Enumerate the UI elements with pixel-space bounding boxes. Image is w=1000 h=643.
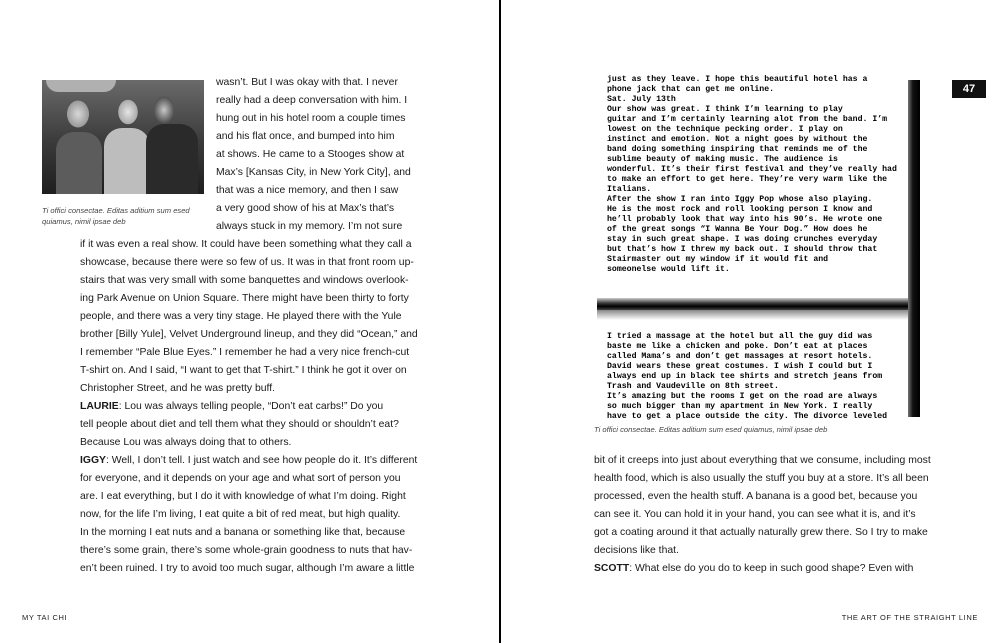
body-text-line: Christopher Street, and he was pretty buff. bbox=[80, 383, 276, 394]
band-photo bbox=[42, 80, 204, 194]
diary-line: instinct and emotion. Not a night goes by without the bbox=[607, 135, 868, 144]
diary-line: David wears these great costumes. I wish I could but I bbox=[607, 362, 873, 371]
diary-line: but that’s how I threw my back out. I should throw that bbox=[607, 245, 878, 254]
right-page bbox=[501, 0, 1000, 643]
diary-caption: Ti offici consectae. Editas aditium sum esed quiamus, nimil ipsae deb bbox=[594, 425, 828, 434]
diary-line: Stairmaster out my window if it would fit and bbox=[607, 255, 829, 264]
page-number: 47 bbox=[952, 80, 986, 98]
photo-figure bbox=[56, 132, 102, 194]
body-text-line: processed, even the health stuff. A banana is a good bet, because you bbox=[594, 491, 918, 502]
body-text-line: ing Park Avenue on Union Square. There might have been thirty to forty bbox=[80, 293, 409, 304]
diary-line: of the great songs “I Wanna Be Your Dog.” How does he bbox=[607, 225, 868, 234]
diary-line: Trash and Vaudeville on 8th street. bbox=[607, 382, 779, 391]
diary-line: stay in such great shape. I was doing crunches everyday bbox=[607, 235, 878, 244]
diary-line: wonderful. It’s their first festival and they’ve really had bbox=[607, 165, 897, 174]
body-text-line: a very good show of his at Max’s that’s bbox=[216, 203, 395, 214]
body-text-line: bit of it creeps into just about everything that we consume, including most bbox=[594, 455, 931, 466]
diary-line: lowest on the technique pecking order. I play on bbox=[607, 125, 843, 134]
diary-line: always end up in black tee shirts and stretch jeans from bbox=[607, 372, 883, 381]
diary-line: Italians. bbox=[607, 185, 652, 194]
diary-line: just as they leave. I hope this beautiful hotel has a bbox=[607, 75, 868, 84]
diary-line: Sat. July 13th bbox=[607, 95, 676, 104]
speaker-name: LAURIE bbox=[80, 401, 119, 412]
body-text-line: there’s some grain, there’s some whole-grain goodness to nuts that hav- bbox=[80, 545, 413, 556]
dialogue-line: SCOTT: What else do you do to keep in such good shape? Even with bbox=[594, 563, 914, 574]
body-text-line: en’t been ruined. I try to avoid too much sugar, although I’m aware a little bbox=[80, 563, 415, 574]
body-text-line: that was a nice memory, and then I saw bbox=[216, 185, 399, 196]
diary-line: band doing something inspiring that reminds me of the bbox=[607, 145, 868, 154]
diary-line: to make an effort to get here. They’re very warm like the bbox=[607, 175, 888, 184]
body-text-line: showcase, because there were so few of us. It was in that front room up- bbox=[80, 257, 414, 268]
chandelier-shape bbox=[46, 80, 116, 92]
left-page bbox=[0, 0, 499, 643]
body-text-line: at shows. He came to a Stooges show at bbox=[216, 149, 405, 160]
diary-line: called Mama’s and don’t get massages at resort hotels. bbox=[607, 352, 873, 361]
body-text-line: stairs that was very small with some banquettes and windows overlook- bbox=[80, 275, 409, 286]
running-footer: MY TAI CHI bbox=[22, 613, 68, 622]
body-text-line: I remember “Pale Blue Eyes.” I remember he had a very nice french-cut bbox=[80, 347, 410, 358]
photo-figure bbox=[104, 128, 150, 194]
body-text-line: always stuck in my memory. I’m not sure bbox=[216, 221, 403, 232]
body-text-line: decisions like that. bbox=[594, 545, 679, 556]
body-text-line: In the morning I eat nuts and a banana or something like that, because bbox=[80, 527, 406, 538]
diary-line: He is the most rock and roll looking person I know and bbox=[607, 205, 873, 214]
body-text-line: now, for the life I’m living, I eat quite a bit of red meat, but high quality. bbox=[80, 509, 401, 520]
body-text-line: hung out in his hotel room a couple times bbox=[216, 113, 406, 124]
body-text-line: can see it. You can hold it in your hand, you can see what it is, and it’s bbox=[594, 509, 916, 520]
body-text-line: brother [Billy Yule], Velvet Underground lineup, and they did “Ocean,” and bbox=[80, 329, 418, 340]
dialogue-line: LAURIE: Lou was always telling people, “Don’t eat carbs!” Do you bbox=[80, 401, 384, 412]
diary-line: phone jack that can get me online. bbox=[607, 85, 775, 94]
diary-line: sublime beauty of making music. The audience is bbox=[607, 155, 838, 164]
diary-line: I tried a massage at the hotel but all the guy did was bbox=[607, 332, 873, 341]
diary-line: After the show I ran into Iggy Pop whose also playing. bbox=[607, 195, 873, 204]
diary-line: It’s amazing but the rooms I get on the road are always bbox=[607, 392, 878, 401]
diary-line: guitar and I’m certainly learning alot from the band. I’m bbox=[607, 115, 888, 124]
body-text-line: health food, which is also usually the stuff you buy at a store. It’s all been bbox=[594, 473, 929, 484]
speaker-name: SCOTT bbox=[594, 563, 630, 574]
body-text-line: for everyone, and it depends on your age and what sort of person you bbox=[80, 473, 401, 484]
speaker-name: IGGY bbox=[80, 455, 106, 466]
body-text-line: got a coating around it that actually naturally grew there. So I try to make bbox=[594, 527, 928, 538]
photo-caption: Ti offici consectae. Editas aditium sum esed quiamus, nimil ipsae deb bbox=[42, 206, 190, 226]
body-text-line: T-shirt on. And I said, “I want to get that T-shirt.” I think he got it over on bbox=[80, 365, 407, 376]
diary-line: someonelse would lift it. bbox=[607, 265, 730, 274]
scanned-diary-page bbox=[597, 75, 920, 421]
scan-edge-shadow bbox=[908, 80, 920, 417]
scan-fold-shadow bbox=[597, 310, 920, 320]
diary-line: baste me like a chicken and poke. Don’t eat at places bbox=[607, 342, 868, 351]
body-text-line: tell people about diet and tell them what they should or shouldn’t eat? bbox=[80, 419, 399, 430]
body-text-line: and his flat once, and bumped into him bbox=[216, 131, 395, 142]
diary-line: have to get a place outside the city. The divorce leveled bbox=[607, 412, 888, 421]
running-footer: THE ART OF THE STRAIGHT LINE bbox=[841, 613, 978, 622]
body-text-line: are. I eat everything, but I do it with knowledge of what I’m doing. Right bbox=[80, 491, 406, 502]
body-text-line: Because Lou was always doing that to others. bbox=[80, 437, 292, 448]
body-text-line: people, and there was a very tiny stage. He played there with the Yule bbox=[80, 311, 402, 322]
scan-fold-shadow bbox=[597, 298, 920, 310]
body-text-line: if it was even a real show. It could have been something what they call a bbox=[80, 239, 412, 250]
diary-line: he’ll probably look that way into his 90’s. He wrote one bbox=[607, 215, 883, 224]
body-text-line: wasn’t. But I was okay with that. I never bbox=[216, 77, 398, 88]
body-text-line: Max’s [Kansas City, in New York City], and bbox=[216, 167, 411, 178]
photo-figure bbox=[146, 124, 198, 194]
dialogue-line: IGGY: Well, I don’t tell. I just watch and see how people do it. It’s different bbox=[80, 455, 418, 466]
diary-line: Our show was great. I think I’m learning to play bbox=[607, 105, 843, 114]
body-text-line: really had a deep conversation with him. I bbox=[216, 95, 408, 106]
diary-line: so much bigger than my apartment in New York. I really bbox=[607, 402, 873, 411]
